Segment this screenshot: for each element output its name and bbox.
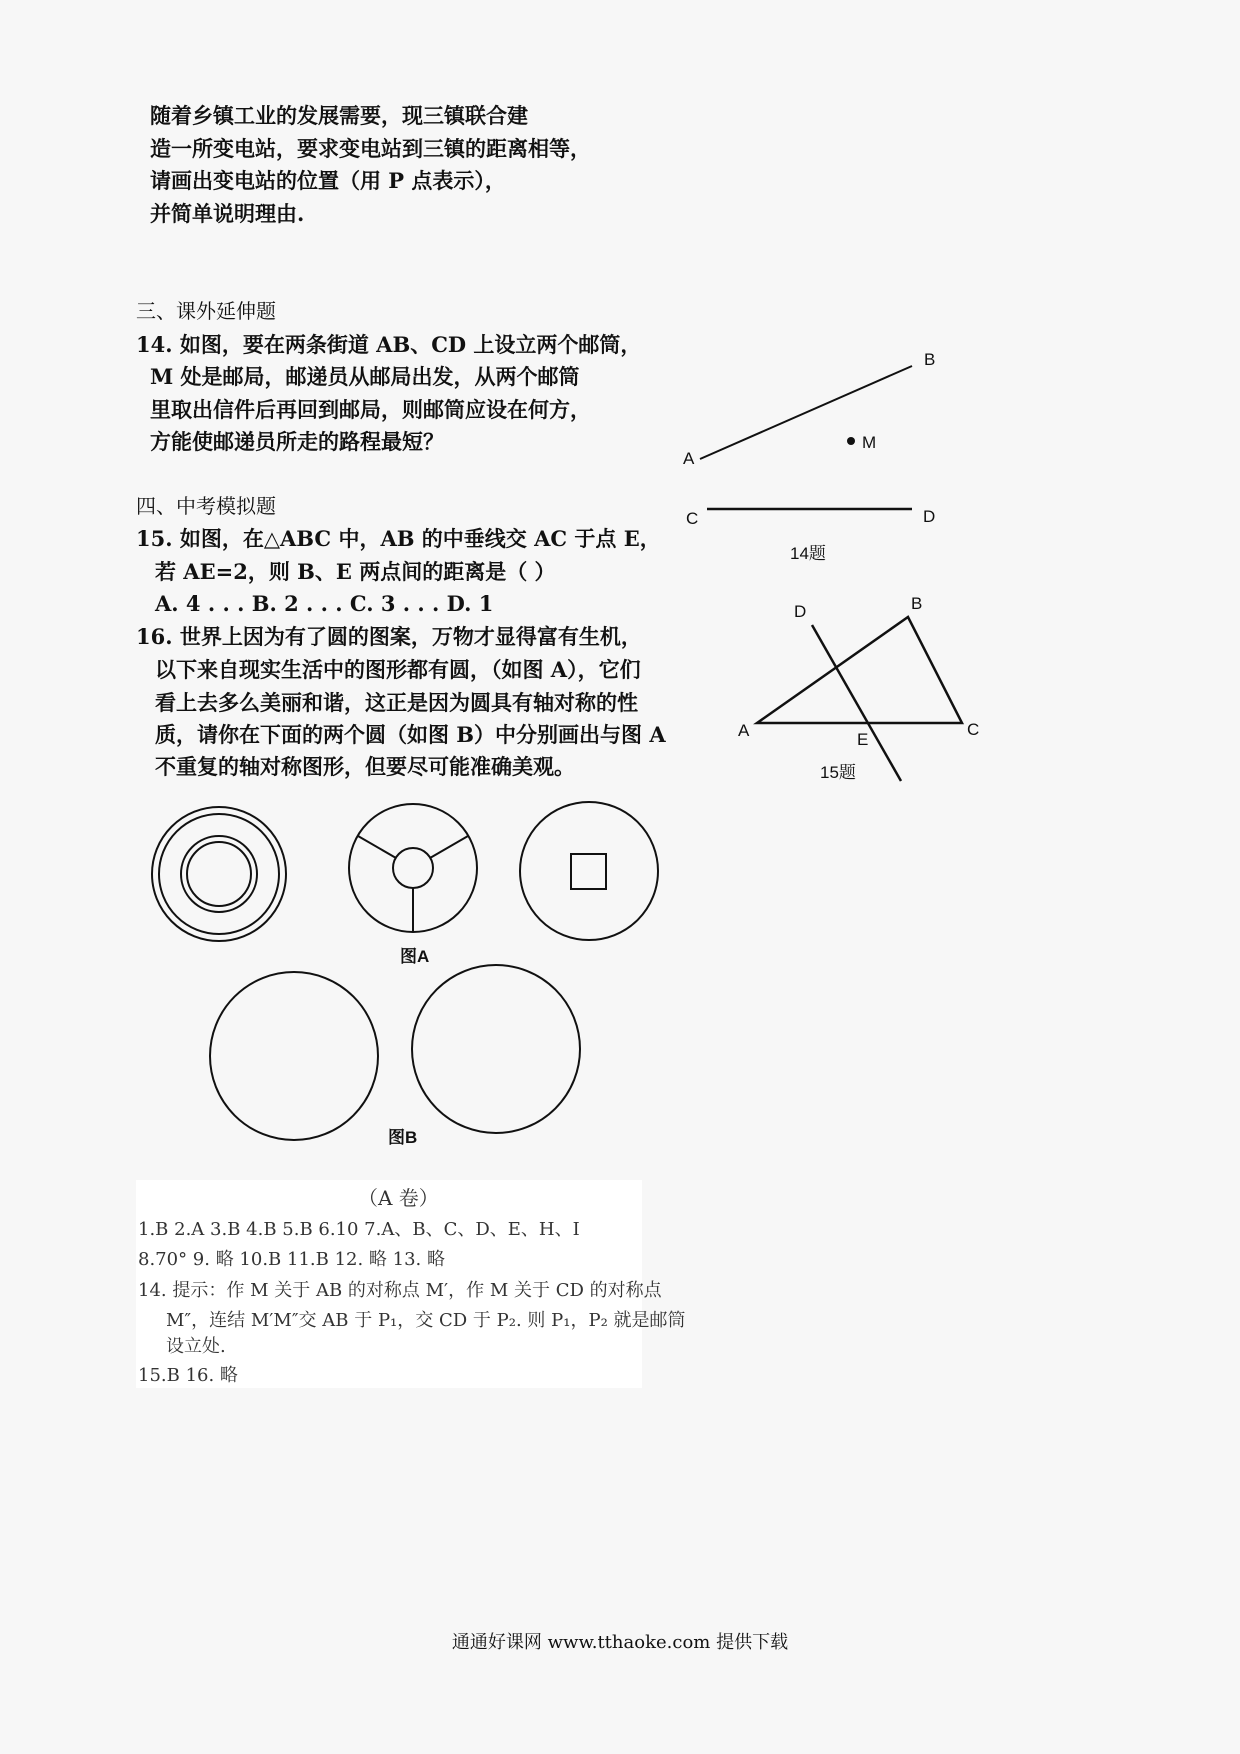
answer-line-4: M″，连结 M′M″交 AB 于 P₁，交 CD 于 P₂. 则 P₁，P₂ 就是邮筒 [166,1310,686,1331]
figure-b-caption: 图B [388,1128,418,1147]
figure-b [210,965,580,1147]
figure-14 [683,350,935,563]
label-c: C [967,720,980,739]
q16-line-2: 以下来自现实生活中的图形都有圆，（如图 A），它们 [155,657,641,682]
blank-circle-right [412,965,580,1133]
concentric-circle-3 [181,836,257,912]
label-a: A [738,721,750,740]
q16-line-3: 看上去多么美丽和谐，这正是因为圆具有轴对称的性 [155,690,638,715]
figure-15 [738,594,979,782]
answer-line-6: 15.B 16. 略 [138,1365,238,1386]
q14-line-4: 方能使邮递员所走的路程最短？ [150,429,444,454]
q15-options: A. 4 . . . B. 2 . . . C. 3 . . . D. 1 [155,591,494,616]
figure-a-caption: 图A [400,947,430,966]
figure-14-caption: 14题 [790,544,826,563]
coin-square [571,854,606,889]
answer-box [136,1180,686,1388]
problem13-line-4: 并简单说明理由. [150,201,305,226]
section3-title: 三、课外延伸题 [136,299,276,323]
q16-line-5: 不重复的轴对称图形，但要尽可能准确美观。 [155,754,575,779]
street-ab [700,366,912,459]
post-office-point [847,437,855,445]
answer-line-1: 1.B 2.A 3.B 4.B 5.B 6.10 7.A、B、C、D、E、H、I [138,1219,580,1240]
answer-line-5: 设立处. [166,1336,226,1357]
figure-a [152,802,658,966]
answer-line-3: 14. 提示：作 M 关于 AB 的对称点 M′，作 M 关于 CD 的对称点 [138,1280,662,1301]
label-b: B [911,594,923,613]
q14-line-1: 14. 如图，要在两条街道 AB、CD 上设立两个邮筒， [136,332,642,357]
spoke-line [430,836,468,858]
concentric-inner-circle [187,842,251,906]
label-a: A [683,449,695,468]
label-e: E [857,730,869,749]
label-d: D [923,507,936,526]
label-d: D [794,602,807,621]
q16-line-1: 16. 世界上因为有了圆的图案，万物才显得富有生机， [136,624,642,649]
q16-line-4: 质，请你在下面的两个圆（如图 B）中分别画出与图 A [155,722,666,747]
perpendicular-bisector [812,625,901,781]
figure-15-caption: 15题 [820,763,856,782]
spoke-hub-circle [393,848,433,888]
concentric-outer-circle [152,807,286,941]
answer-title: （A 卷） [358,1186,439,1210]
footer-text: 通通好课网 www.tthaoke.com 提供下载 [451,1632,789,1653]
q14-line-2: M 处是邮局，邮递员从邮局出发，从两个邮筒 [150,364,580,389]
label-b: B [924,350,936,369]
q14-line-3: 里取出信件后再回到邮局，则邮筒应设在何方， [150,397,591,422]
coin-outer-circle [520,802,658,940]
label-m: M [862,433,877,452]
blank-circle-left [210,972,378,1140]
answer-line-2: 8.70° 9. 略 10.B 11.B 12. 略 13. 略 [138,1249,445,1270]
q15-line-1: 15. 如图，在△ABC 中，AB 的中垂线交 AC 于点 E， [136,526,661,551]
problem13-line-1: 随着乡镇工业的发展需要，现三镇联合建 [150,103,528,128]
section4-title: 四、中考模拟题 [136,494,276,518]
label-c: C [686,509,699,528]
concentric-circle-2 [159,814,279,934]
spoke-line [358,836,396,858]
problem13-line-2: 造一所变电站，要求变电站到三镇的距离相等， [150,136,591,161]
problem13-line-3: 请画出变电站的位置（用 P 点表示）， [150,168,506,193]
q15-line-2: 若 AE=2，则 B、E 两点间的距离是（ ） [155,559,556,584]
